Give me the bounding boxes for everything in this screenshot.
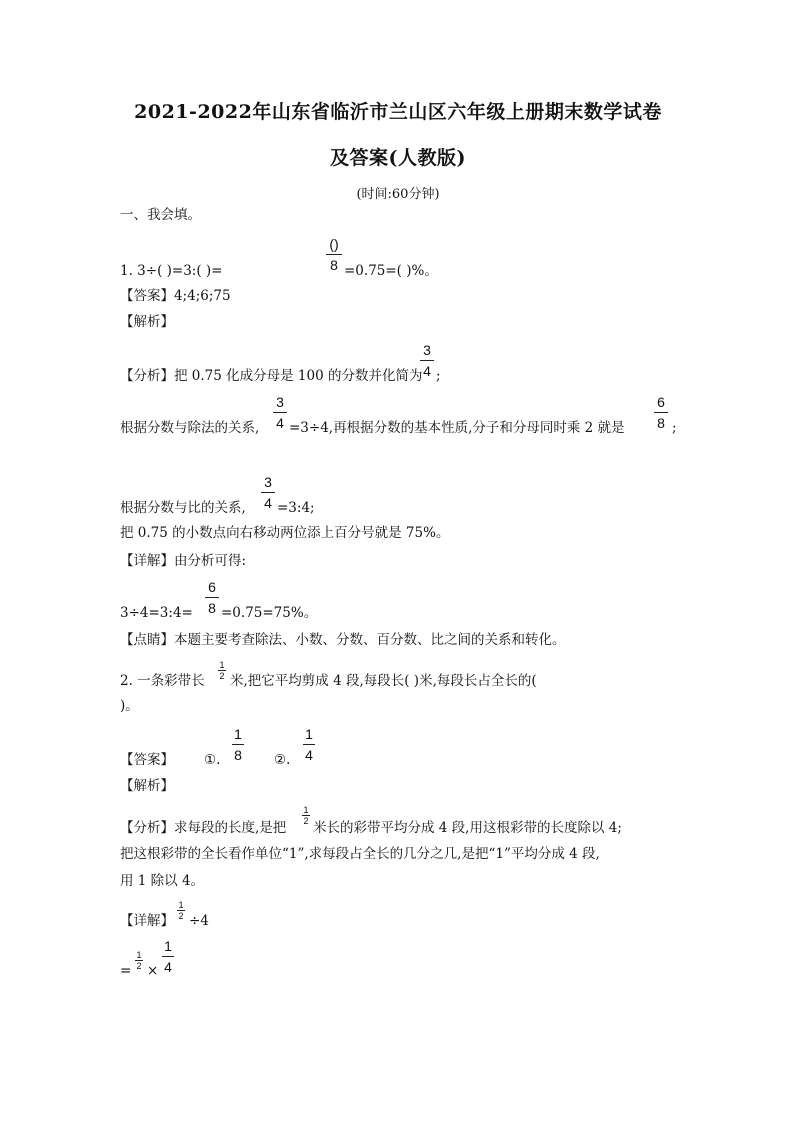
q2-times-sign: × (147, 963, 159, 979)
fraction-denominator: 2 (178, 911, 184, 921)
fraction-numerator: () (329, 236, 339, 252)
q1-fraction-blank-over-8 (326, 236, 342, 273)
fraction-6-8 (654, 394, 668, 431)
q2-analysis-text-1b: 米长的彩带平均分成 4 段,用这根彩带的长度除以 4; (313, 820, 622, 836)
fraction-denominator: 8 (208, 600, 216, 616)
q2-answer-marker-2: ②. (274, 752, 291, 768)
fraction-numerator: 1 (234, 726, 242, 742)
q1-text-part-a: 1. 3÷( )=3:( )= (120, 263, 223, 279)
q2-analysis-text-1a: 【分析】求每段的长度,是把 (120, 820, 287, 836)
q2-analysis-label: 【解析】 (120, 778, 174, 794)
fraction-denominator: 8 (657, 415, 665, 431)
fraction-numerator: 1 (303, 805, 309, 815)
q1-analysis-text-1: 【分析】把 0.75 化成分母是 100 的分数并化简为 (120, 368, 423, 384)
fraction-denominator: 4 (276, 415, 284, 431)
q1-analysis-text-3b: =3:4; (277, 500, 315, 516)
fraction-denominator: 4 (423, 363, 431, 379)
q2-text-part-b: 米,把它平均剪成 4 段,每段长( )米,每段长占全长的( (230, 673, 537, 689)
fraction-bar (261, 492, 275, 493)
fraction-1-4 (162, 938, 174, 975)
fraction-bar (232, 744, 244, 745)
q1-text-part-b: =0.75=( )%。 (344, 263, 438, 279)
fraction-numerator: 1 (219, 660, 225, 670)
q1-analysis-text-2-end: ; (672, 420, 677, 436)
document-title-line1: 2021-2022年山东省临沂市兰山区六年级上册期末数学试卷 (134, 101, 662, 123)
time-note: (时间:60分钟) (356, 187, 440, 202)
q2-equals-sign: = (120, 963, 132, 979)
fraction-3-4 (261, 474, 275, 511)
q1-analysis-text-3a: 根据分数与比的关系, (120, 500, 246, 516)
fraction-denominator: 2 (219, 671, 225, 681)
fraction-bar (654, 412, 668, 413)
q2-analysis-text-2: 把这根彩带的全长看作单位“1”,求每段占全长的几分之几,是把“1”平均分成 4 段, (120, 846, 600, 862)
fraction-bar (162, 956, 174, 957)
fraction-1-2 (135, 950, 143, 971)
fraction-bar (326, 254, 342, 255)
fraction-1-4 (303, 726, 315, 763)
q1-detail-eq-b: =0.75=75%。 (221, 605, 318, 621)
fraction-bar (420, 360, 434, 361)
fraction-denominator: 8 (234, 747, 242, 763)
fraction-3-4 (420, 342, 434, 379)
fraction-1-2 (218, 660, 226, 681)
fraction-numerator: 3 (423, 342, 431, 358)
fraction-1-2 (302, 805, 310, 826)
fraction-numerator: 3 (264, 474, 272, 490)
fraction-numerator: 6 (208, 579, 216, 595)
q1-detail-eq-a: 3÷4=3:4= (120, 605, 193, 621)
q2-detail-label: 【详解】 (120, 913, 174, 929)
q1-analysis-text-4: 把 0.75 的小数点向右移动两位添上百分号就是 75%。 (120, 525, 450, 541)
fraction-numerator: 6 (657, 394, 665, 410)
fraction-3-4 (273, 394, 287, 431)
q1-detail-label: 【详解】由分析可得: (120, 553, 247, 569)
q1-comment: 【点睛】本题主要考查除法、小数、分数、百分数、比之间的关系和转化。 (120, 632, 566, 648)
q1-answer: 【答案】4;4;6;75 (120, 288, 231, 304)
fraction-bar (303, 744, 315, 745)
q2-answer-label: 【答案】 (120, 752, 174, 768)
q2-text-part-a: 2. 一条彩带长 (120, 673, 205, 689)
q1-analysis-text-2b: =3÷4,再根据分数的基本性质,分子和分母同时乘 2 就是 (289, 420, 625, 436)
fraction-denominator: 4 (305, 747, 313, 763)
fraction-bar (205, 597, 219, 598)
fraction-numerator: 1 (164, 938, 172, 954)
fraction-denominator: 4 (264, 495, 272, 511)
section-heading: 一、我会填。 (120, 207, 201, 223)
q1-analysis-text-1-end: ; (436, 368, 441, 384)
q2-text-part-c: )。 (120, 698, 139, 714)
fraction-denominator: 2 (303, 816, 309, 826)
fraction-numerator: 1 (178, 900, 184, 910)
q1-analysis-label: 【解析】 (120, 314, 174, 330)
fraction-numerator: 1 (136, 950, 142, 960)
fraction-numerator: 3 (276, 394, 284, 410)
q2-answer-marker-1: ①. (204, 752, 221, 768)
fraction-denominator: 8 (330, 257, 338, 273)
document-title-line2: 及答案(人教版) (330, 147, 466, 169)
fraction-denominator: 4 (164, 959, 172, 975)
fraction-bar (273, 412, 287, 413)
fraction-denominator: 2 (136, 961, 142, 971)
q2-analysis-text-3: 用 1 除以 4。 (120, 873, 205, 889)
fraction-1-8 (232, 726, 244, 763)
fraction-numerator: 1 (305, 726, 313, 742)
fraction-6-8 (205, 579, 219, 616)
q2-detail-divide: ÷4 (189, 913, 209, 929)
q1-analysis-text-2a: 根据分数与除法的关系, (120, 420, 260, 436)
fraction-1-2 (177, 900, 185, 921)
